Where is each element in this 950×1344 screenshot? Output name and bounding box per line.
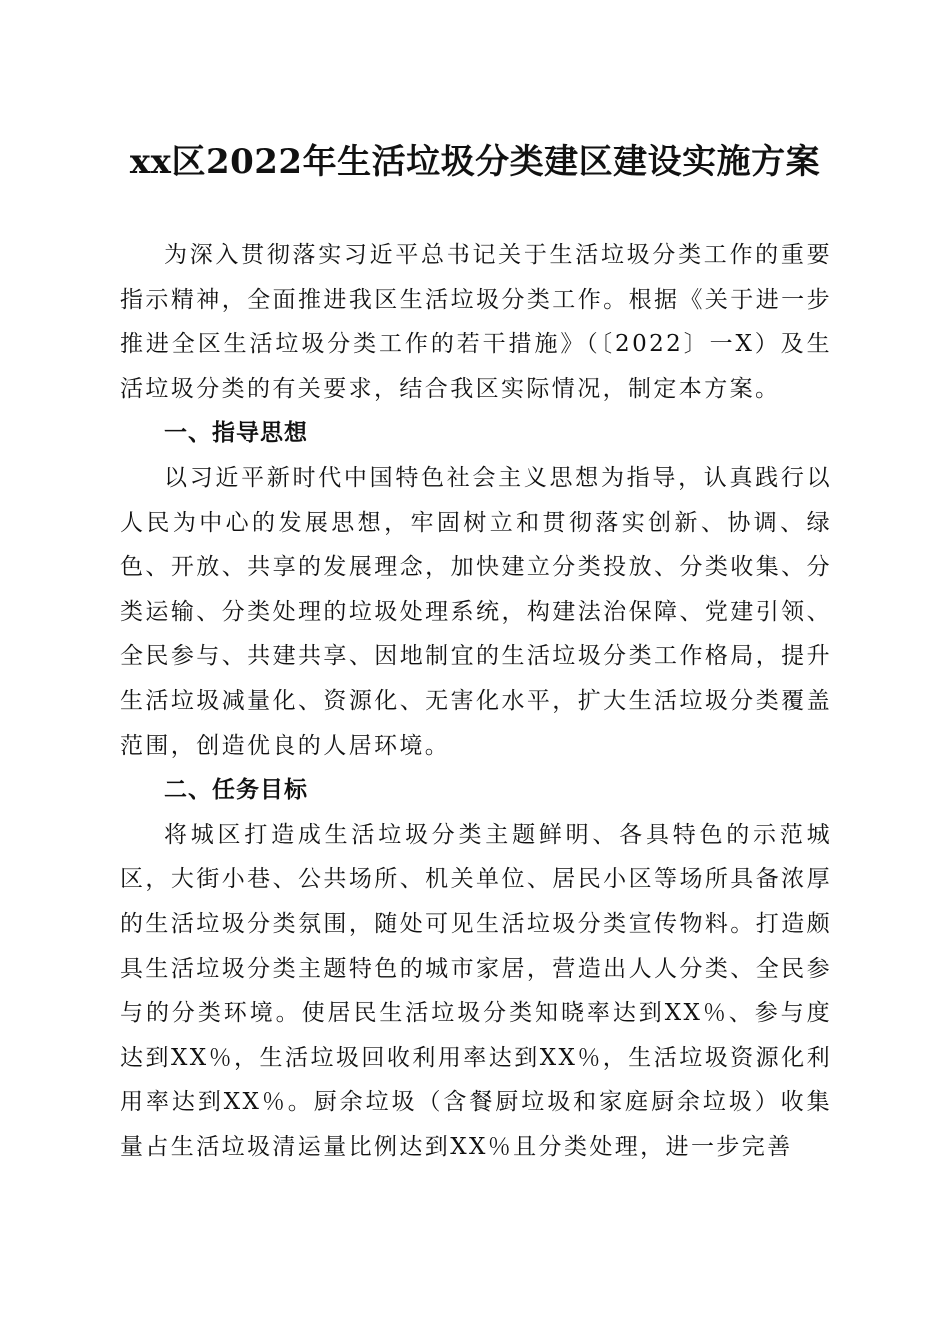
section-paragraph-task-goals: 将城区打造成生活垃圾分类主题鲜明、各具特色的示范城区，大街小巷、公共场所、机关单位、居民小区等场所具备浓厚的生活垃圾分类氛围，随处可见生活垃圾分类宣传物料。打造颇具生活垃圾分类主题特色的城市家居，营造出人人分类、全民参与的分类环境。使居民生活垃圾分类知晓率达到XX％、参与度达到XX％，生活垃圾回收利用率达到XX％，生活垃圾资源化利用率达到XX％。厨余垃圾（含餐厨垃圾和家庭厨余垃圾）收集量占生活垃圾清运量比例达到XX％且分类处理，进一步完善 (120, 821, 832, 1160)
intro-paragraph: 为深入贯彻落实习近平总书记关于生活垃圾分类工作的重要指示精神，全面推进我区生活垃圾分类工作。根据《关于进一步推进全区生活垃圾分类工作的若干措施》（〔2022〕一X）及生活垃圾分类的有关要求，结合我区实际情况，制定本方案。 (120, 242, 832, 402)
section-heading-guiding-ideology: 一、指导思想 (164, 420, 308, 447)
section-paragraph-guiding-ideology: 以习近平新时代中国特色社会主义思想为指导，认真践行以人民为中心的发展思想，牢固树立和贯彻落实创新、协调、绿色、开放、共享的发展理念，加快建立分类投放、分类收集、分类运输、分类处理的垃圾处理系统，构建法治保障、党建引领、全民参与、共建共享、因地制宜的生活垃圾分类工作格局，提升生活垃圾减量化、资源化、无害化水平，扩大生活垃圾分类覆盖范围，创造优良的人居环境。 (120, 464, 832, 759)
section-heading-task-goals: 二、任务目标 (164, 777, 308, 804)
document-body (120, 233, 832, 1169)
document-title: xx区2022年生活垃圾分类建区建设实施方案 (129, 142, 821, 182)
